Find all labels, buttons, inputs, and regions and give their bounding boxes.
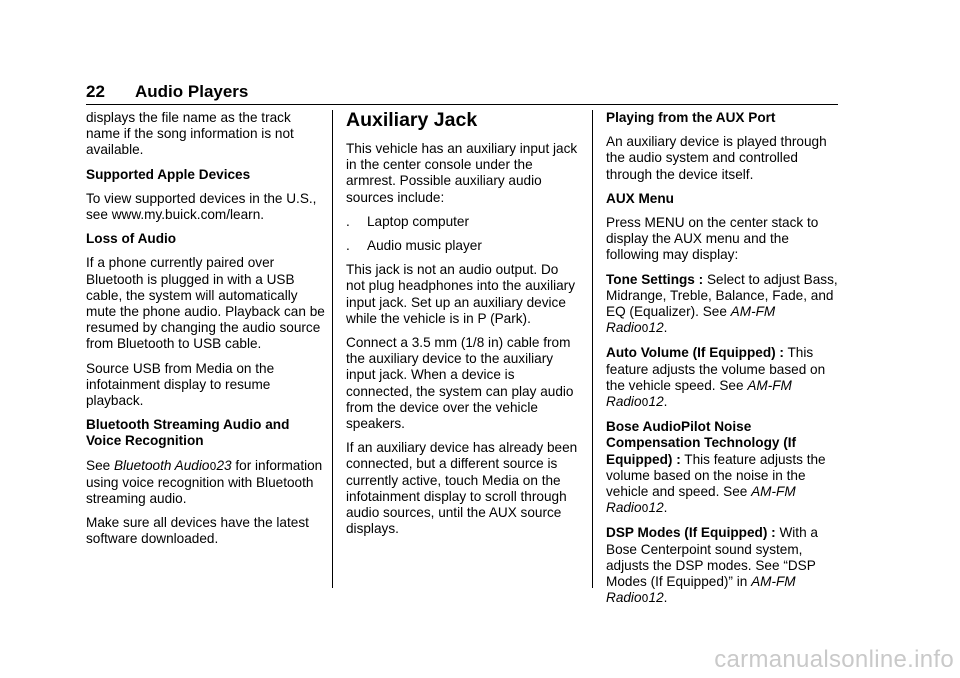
period: . xyxy=(663,320,668,336)
list-item xyxy=(346,214,578,230)
subheading-playing-aux: Playing from the AUX Port xyxy=(606,110,776,125)
page-ref-icon: 0 xyxy=(641,592,649,606)
paragraph: If a phone currently paired over Bluetooth is plugged in with a USB cable, the system will automatically mute the phone audio. Playback can be resumed by changing the audio source from Bluetooth to USB cable. xyxy=(86,255,325,352)
column-2 xyxy=(346,110,578,545)
column-divider-1 xyxy=(332,110,333,588)
menu-entry-tone-settings xyxy=(606,272,840,338)
menu-entry-auto-volume xyxy=(606,345,840,411)
page-ref-number[interactable]: 12 xyxy=(648,320,664,336)
period: . xyxy=(663,500,668,516)
column-1 xyxy=(86,110,326,556)
subheading-bluetooth-streaming: Bluetooth Streaming Audio and Voice Recognition xyxy=(86,417,290,449)
page-ref-icon: 0 xyxy=(641,502,649,516)
page-number: 22 xyxy=(86,82,105,101)
bluetooth-audio-link[interactable]: Bluetooth Audio xyxy=(113,457,210,473)
paragraph: This vehicle has an auxiliary input jack in the center console under the armrest. Possible auxiliary audio sources include: xyxy=(346,141,578,205)
column-3 xyxy=(606,110,840,615)
subheading-supported-devices: Supported Apple Devices xyxy=(86,166,251,182)
entry-text: This feature adjusts the volume based on the vehicle speed. See xyxy=(606,345,826,393)
see-text: See xyxy=(86,457,111,473)
paragraph: displays the file name as the track name if the song information is not available. xyxy=(86,110,294,158)
entry-text: Select to adjust Bass, Midrange, Treble, Balance, Fade, and EQ (Equalizer). See xyxy=(606,271,838,320)
list-item-text: Laptop computer xyxy=(367,213,470,229)
am-fm-radio-link[interactable]: AM-FM Radio xyxy=(606,574,796,606)
menu-entry-dsp-modes xyxy=(606,525,840,607)
entry-label: DSP Modes (If Equipped) : xyxy=(606,525,776,541)
paragraph: To view supported devices in the U.S., see www.my.buick.com/learn. xyxy=(86,190,317,223)
menu-entry-bose-audiopilot xyxy=(606,419,840,517)
paragraph: An auxiliary device is played through the audio system and controlled through the device itself. xyxy=(606,134,827,182)
entry-label: Auto Volume (If Equipped) : xyxy=(606,345,784,361)
paragraph: Source USB from Media on the infotainment display to resume playback. xyxy=(86,360,275,409)
paragraph: Make sure all devices have the latest software downloaded. xyxy=(86,515,309,547)
page-header xyxy=(86,82,838,104)
subheading-aux-menu: AUX Menu xyxy=(606,190,674,206)
subheading-loss-of-audio: Loss of Audio xyxy=(86,231,177,247)
see-tail-text: for information using voice recognition with Bluetooth streaming audio. xyxy=(86,457,323,507)
paragraph: This jack is not an audio output. Do not plug headphones into the auxiliary input jack. Set up an auxiliary device while the vehicle is in P (Park). xyxy=(346,262,575,326)
bullet-icon: . xyxy=(346,238,350,254)
page-ref-number[interactable]: 12 xyxy=(648,590,664,606)
paragraph-see-bluetooth xyxy=(86,458,326,508)
header-rule xyxy=(86,104,838,105)
page-title: Audio Players xyxy=(135,82,249,101)
column-divider-2 xyxy=(592,110,593,588)
bullet-icon: . xyxy=(346,213,350,229)
page-ref-icon: 0 xyxy=(209,459,217,473)
paragraph: Press MENU on the center stack to display the AUX menu and the following may display: xyxy=(606,215,819,263)
period: . xyxy=(663,394,668,410)
am-fm-radio-link[interactable]: AM-FM Radio xyxy=(606,377,792,410)
entry-label: Bose AudioPilot Noise Compensation Technology (If Equipped) : xyxy=(606,419,797,467)
list-item-text: Audio music player xyxy=(367,238,482,254)
page-ref-icon: 0 xyxy=(641,396,649,410)
entry-text: With a Bose Centerpoint sound system, adjusts the DSP modes. See “DSP Modes (If Equipped)” in xyxy=(606,525,818,590)
entry-label: Tone Settings : xyxy=(606,271,704,287)
page-ref-number[interactable]: 12 xyxy=(648,500,664,516)
watermark: carmanualsonline.info xyxy=(714,646,954,673)
am-fm-radio-link[interactable]: AM-FM Radio xyxy=(606,304,776,336)
paragraph: Connect a 3.5 mm (1/8 in) cable from the auxiliary device to the auxiliary input jack. When a device is connected, the system can play audio from the device over the vehicle speakers. xyxy=(346,335,574,432)
section-heading-auxiliary-jack: Auxiliary Jack xyxy=(346,109,478,131)
list-item xyxy=(346,238,578,254)
page-ref-icon: 0 xyxy=(641,322,649,336)
page-ref-number[interactable]: 23 xyxy=(216,457,232,473)
page-ref-number[interactable]: 12 xyxy=(648,394,664,410)
period: . xyxy=(663,590,668,606)
entry-text: This feature adjusts the volume based on the noise in the vehicle and speed. See xyxy=(606,451,826,500)
am-fm-radio-link[interactable]: AM-FM Radio xyxy=(606,484,796,516)
paragraph: If an auxiliary device has already been connected, but a different source is currently active, touch Media on the infotainment display to scroll through audio sources, until the AUX source displays. xyxy=(346,440,578,537)
